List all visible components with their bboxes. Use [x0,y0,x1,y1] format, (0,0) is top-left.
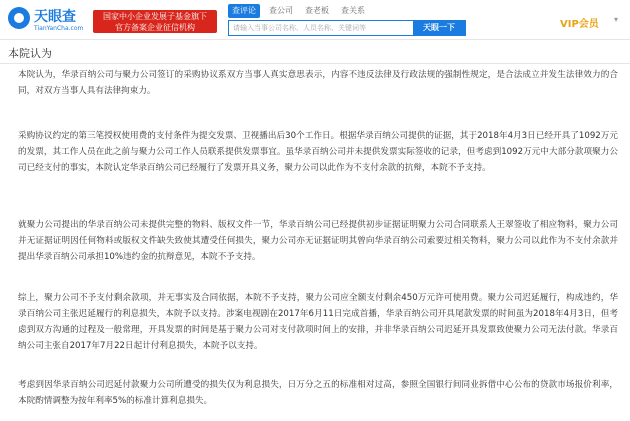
search-input[interactable] [229,21,411,35]
tab-boss[interactable]: 查老板 [305,6,329,15]
paragraph: 本院认为，华录百纳公司与聚力公司签订的采购协议系双方当事人真实意思表示，内容不违反法律及行政法规的强制性规定，是合法成立并发生法律效力的合同，对双方当事人具有法律拘束力。 [18,70,618,96]
certification-badge [93,10,217,33]
search-box [228,20,466,36]
logo-domain: TianYanCha.com [34,25,84,32]
judgment-content [0,41,630,421]
eye-logo-icon [8,7,30,29]
chevron-down-icon[interactable]: ▾ [614,15,619,24]
badge-line-1: 国家中小企业发展子基金旗下 [103,12,207,21]
paragraph: 就聚力公司提出的华录百纳公司未提供完整的物料、版权文件一节，华录百纳公司已经提供初步证据证明聚力公司合同联系人王翠签收了相应物料，聚力公司并无证据证明因任何物料或版权文件缺失致使其遭受任何损失，聚力公司亦无证据证明其曾向华录百纳公司索要过相关物料，聚力公司以此作为不支付余款并提出华录百纳公司承担10%违约金的抗辩意见，本院不予支持。 [18,220,618,262]
tab-comments[interactable]: 查评论 [228,4,260,18]
logo-name: 天眼查 [34,9,76,25]
search-button[interactable]: 天眼一下 [413,21,465,35]
paragraph: 综上，聚力公司不予支付剩余款项，并无事实及合同依据，本院不予支持，聚力公司应全额支付剩余450万元许可使用费。聚力公司迟延履行，构成违约，华录百纳公司主张迟延履行的利息损失，本院予以支持。涉案电视剧在2017年6月11日完成首播，华录百纳公司开具尾款发票的时间虽为2018年4月3日，但考虑到双方沟通的过程及一般常理，开具发票的时间是基于聚力公司对支付款项时间上的安排，并非华录百纳公司迟延开具发票致使聚力公司无法付款。华录百纳公司主张自2017年7月22日起计付利息损失，本院予以支持。 [18,293,618,351]
tab-relations[interactable]: 查关系 [341,6,365,15]
paragraph: 考虑到因华录百纳公司迟延付款聚力公司所遭受的损失仅为利息损失，日万分之五的标准相对过高，参照全国银行间同业拆借中心公布的贷款市场报价利率，本院酌情调整为按年利率5%的标准计算利息损失。 [18,380,618,406]
top-bar [0,0,630,40]
vip-member-link[interactable]: VIP会员 [560,19,599,30]
badge-line-2: 官方备案企业征信机构 [115,23,195,32]
paragraph: 采购协议约定的第三笔授权使用费的支付条件为提交发票、卫视播出后30个工作日。根据华录百纳公司提供的证据，其于2018年4月3日已经开具了1092万元的发票，其工作人员在此之前与聚力公司工作人员联系提供发票事宜。虽华录百纳公司并未提供发票实际签收的记录，但考虑到1092万元中大部分款项聚力公司已经支付的事实，本院认定华录百纳公司已经履行了发票开具义务，聚力公司以此作为不支付余款的抗辩，本院不予支持。 [18,131,618,173]
site-logo[interactable] [8,6,90,36]
tab-company[interactable]: 查公司 [269,6,293,15]
divider [0,63,630,64]
section-title: 本院认为 [8,47,52,60]
